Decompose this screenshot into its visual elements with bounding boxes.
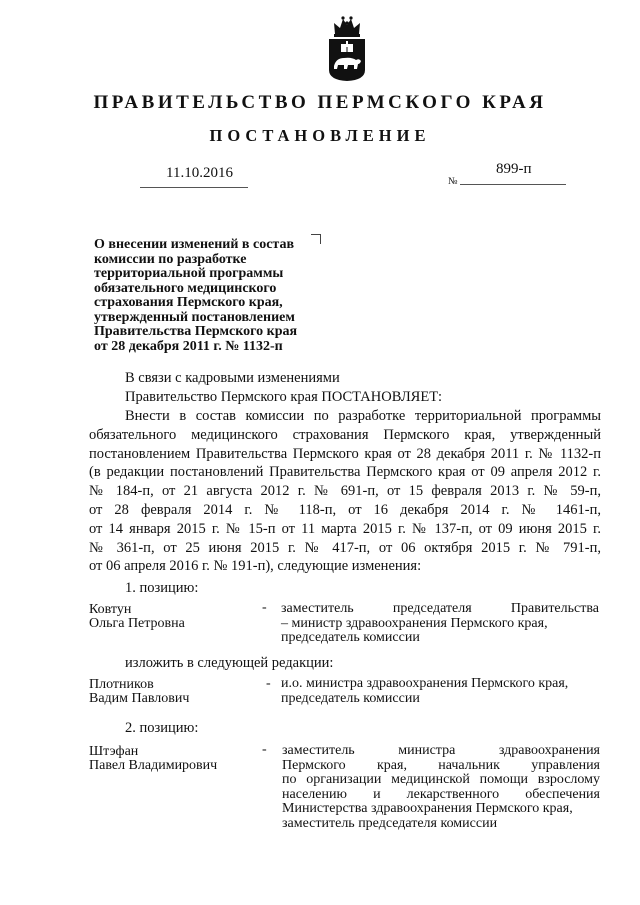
body-paragraph (89, 407, 601, 576)
body-line: № 184-п, от 21 августа 2012 г. № 691-п, от 15 февраля 2013 г. № 59-п, (89, 483, 601, 500)
person3-position (282, 744, 600, 831)
person1-dash: - (262, 600, 267, 615)
position-line: заместитель председателя комиссии (282, 815, 498, 831)
intro-reason: В связи с кадровыми изменениями (125, 370, 340, 386)
position-line: Министерства здравоохранения Пермского края, (282, 801, 573, 816)
body-line: от 06 апреля 2016 г. № 191-п), следующие изменения: (89, 558, 422, 575)
position-line: Пермского края, начальник управления (282, 757, 600, 773)
date-underline (140, 187, 248, 188)
body-line: № 361-п, от 25 июня 2015 г. № 417-п, от 06 октября 2015 г. № 791-п, (89, 539, 601, 556)
document-type: ПОСТАНОВЛЕНИЕ (209, 126, 431, 145)
position-line: заместитель председателя Правительства (281, 601, 599, 616)
subject-line: от 28 декабря 2011 г. № 1132-п (94, 338, 283, 354)
body-line: обязательного медицинского страхования Пермского края, утвержденный (89, 426, 601, 443)
person3-given-names: Павел Владимирович (89, 758, 218, 773)
person2-surname: Плотников (89, 677, 154, 692)
number-label: № (448, 176, 458, 187)
person2-dash: - (266, 676, 271, 691)
subject-line: обязательного медицинского (94, 280, 277, 296)
subject-line: комиссии по разработке (94, 251, 247, 267)
body-line: (в редакции постановлений Правительства Пермского края от 09 апреля 2012 г. (89, 464, 601, 481)
body-line: Внести в состав комиссии по разработке территориальной программы (125, 408, 601, 424)
person1-position (281, 602, 599, 646)
position-line: председатель комиссии (281, 690, 420, 706)
document-date: 11.10.2016 (166, 165, 233, 181)
person1-surname: Ковтун (89, 602, 132, 617)
person2-position (281, 677, 599, 706)
position-line: председатель комиссии (281, 630, 420, 645)
position-line: по организации медицинской помощи взрослому (282, 772, 600, 787)
person3-dash: - (262, 742, 267, 757)
document-number: 899-п (496, 161, 532, 177)
body-line: от 14 января 2015 г. № 15-п от 11 марта 2015 г. № 137-п, от 09 июня 2015 г. (89, 520, 601, 537)
person1-given-names: Ольга Петровна (89, 616, 185, 631)
person3-surname: Штэфан (89, 744, 139, 759)
coat-of-arms-icon (326, 14, 368, 82)
subject-line: территориальной программы (94, 266, 284, 281)
position-line: – министр здравоохранения Пермского края, (281, 615, 548, 631)
intro-resolves: Правительство Пермского края ПОСТАНОВЛЯЕТ: (125, 389, 443, 405)
position-line: населению и лекарственного обеспечения (282, 786, 600, 802)
item2-label: 2. позицию: (125, 720, 199, 736)
replace-label: изложить в следующей редакции: (125, 655, 334, 671)
government-title: ПРАВИТЕЛЬСТВО ПЕРМСКОГО КРАЯ (93, 92, 547, 113)
body-line: от 28 февраля 2014 г. № 118-п, от 16 декабря 2014 г. № 1461-п, (89, 501, 601, 518)
subject-line: страхования Пермского края, (94, 295, 283, 310)
subject-line: утвержденный постановлением (94, 309, 295, 325)
document-subject (94, 238, 334, 354)
position-line: заместитель министра здравоохранения (282, 743, 600, 758)
subject-line: Правительства Пермского края (94, 324, 298, 339)
person2-given-names: Вадим Павлович (89, 691, 190, 706)
position-line: и.о. министра здравоохранения Пермского края, (281, 676, 569, 691)
item1-label: 1. позицию: (125, 580, 199, 596)
subject-line: О внесении изменений в состав (94, 237, 295, 252)
number-underline (460, 184, 566, 185)
body-line: постановлением Правительства Пермского края от 28 декабря 2011 г. № 1132-п (89, 445, 601, 462)
